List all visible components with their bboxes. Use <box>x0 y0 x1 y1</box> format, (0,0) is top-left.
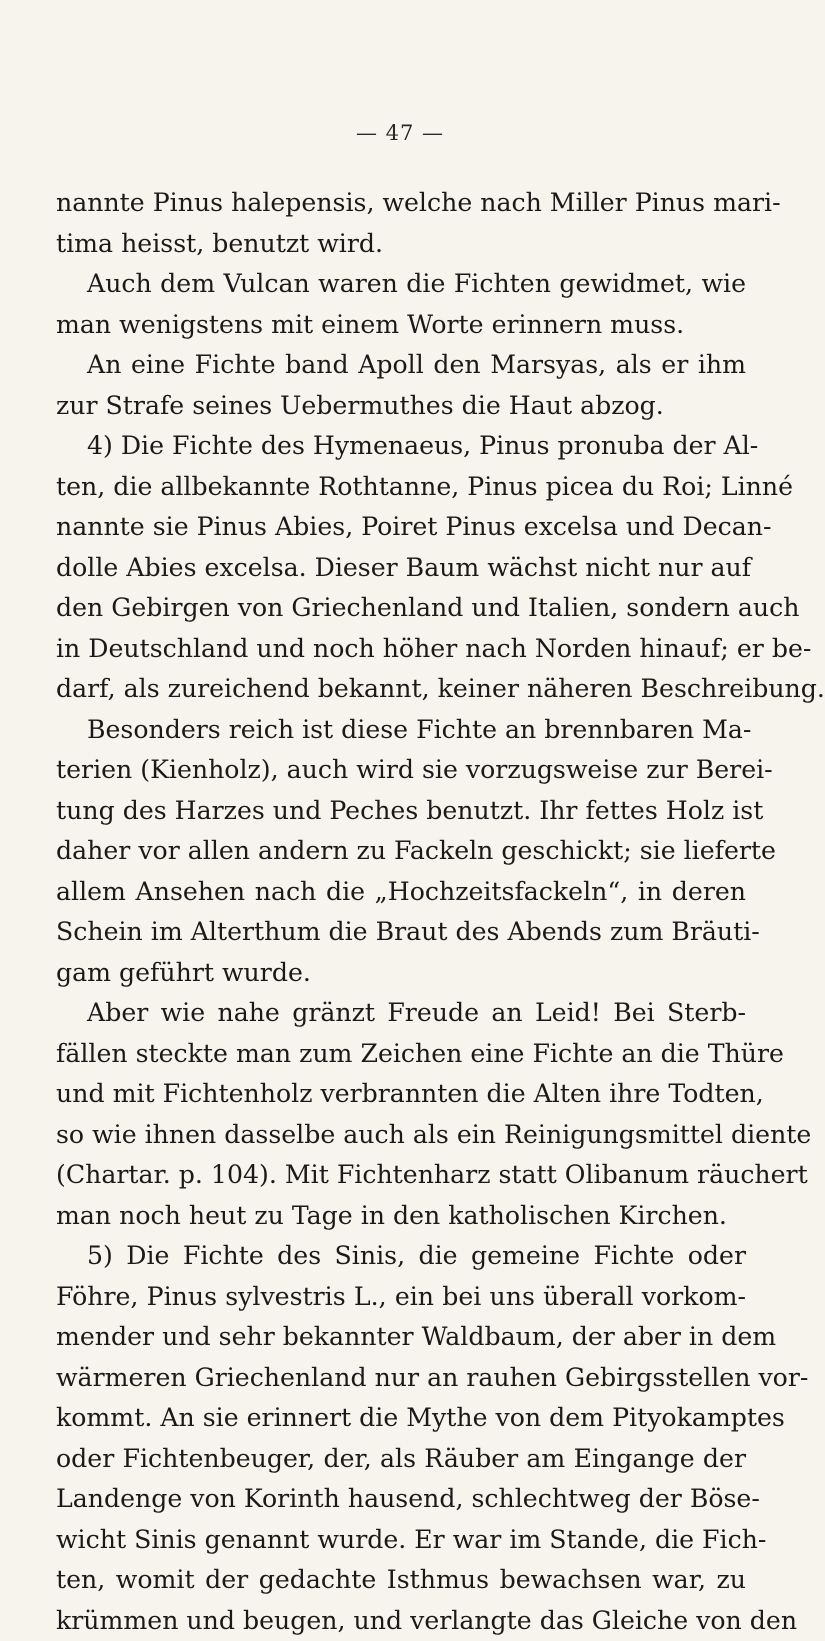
text-line: man wenigstens mit einem Worte erinnern muss. <box>56 305 746 346</box>
text-line: tima heisst, benutzt wird. <box>56 224 746 265</box>
text-line: krümmen und beugen, und verlangte das Gleiche von den <box>56 1601 746 1641</box>
text-line: ten, die allbekannte Rothtanne, Pinus picea du Roi; Linné <box>56 467 746 508</box>
text-line: wicht Sinis genannt wurde. Er war im Stande, die Fich- <box>56 1520 746 1561</box>
text-line: daher vor allen andern zu Fackeln geschickt; sie lieferte <box>56 831 746 872</box>
page-number-header: — 47 — <box>0 121 800 145</box>
text-line: darf, als zureichend bekannt, keiner näheren Beschreibung. <box>56 669 746 710</box>
text-line: man noch heut zu Tage in den katholischen Kirchen. <box>56 1196 746 1237</box>
text-line: so wie ihnen dasselbe auch als ein Reinigungsmittel diente <box>56 1115 746 1156</box>
text-line: in Deutschland und noch höher nach Norden hinauf; er be- <box>56 629 746 670</box>
text-line: fällen steckte man zum Zeichen eine Fichte an die Thüre <box>56 1034 746 1075</box>
text-line: Schein im Alterthum die Braut des Abends zum Bräuti- <box>56 912 746 953</box>
page-body-text <box>56 183 746 1641</box>
text-line: ten, womit der gedachte Isthmus bewachsen war, zu <box>56 1560 746 1601</box>
text-line: allem Ansehen nach die „Hochzeitsfackeln“, in deren <box>56 872 746 913</box>
text-line: kommt. An sie erinnert die Mythe von dem Pityokamptes <box>56 1398 746 1439</box>
text-line: 4) Die Fichte des Hymenaeus, Pinus pronuba der Al- <box>56 426 746 467</box>
text-line: Föhre, Pinus sylvestris L., ein bei uns überall vorkom- <box>56 1277 746 1318</box>
text-line: Aber wie nahe gränzt Freude an Leid! Bei Sterb- <box>56 993 746 1034</box>
text-line: tung des Harzes und Peches benutzt. Ihr fettes Holz ist <box>56 791 746 832</box>
text-line: wärmeren Griechenland nur an rauhen Gebirgsstellen vor- <box>56 1358 746 1399</box>
text-line: dolle Abies excelsa. Dieser Baum wächst nicht nur auf <box>56 548 746 589</box>
text-line: Auch dem Vulcan waren die Fichten gewidmet, wie <box>56 264 746 305</box>
text-line: An eine Fichte band Apoll den Marsyas, als er ihm <box>56 345 746 386</box>
text-line: den Gebirgen von Griechenland und Italien, sondern auch <box>56 588 746 629</box>
text-line: und mit Fichtenholz verbrannten die Alten ihre Todten, <box>56 1074 746 1115</box>
text-line: Landenge von Korinth hausend, schlechtweg der Böse- <box>56 1479 746 1520</box>
text-line: terien (Kienholz), auch wird sie vorzugsweise zur Berei- <box>56 750 746 791</box>
text-line: oder Fichtenbeuger, der, als Räuber am Eingange der <box>56 1439 746 1480</box>
text-line: (Chartar. p. 104). Mit Fichtenharz statt Olibanum räuchert <box>56 1155 746 1196</box>
text-line: zur Strafe seines Uebermuthes die Haut abzog. <box>56 386 746 427</box>
text-line: gam geführt wurde. <box>56 953 746 994</box>
text-line: mender und sehr bekannter Waldbaum, der aber in dem <box>56 1317 746 1358</box>
text-line: 5) Die Fichte des Sinis, die gemeine Fichte oder <box>56 1236 746 1277</box>
text-line: nannte sie Pinus Abies, Poiret Pinus excelsa und Decan- <box>56 507 746 548</box>
text-line: nannte Pinus halepensis, welche nach Miller Pinus mari- <box>56 183 746 224</box>
text-line: Besonders reich ist diese Fichte an brennbaren Ma- <box>56 710 746 751</box>
